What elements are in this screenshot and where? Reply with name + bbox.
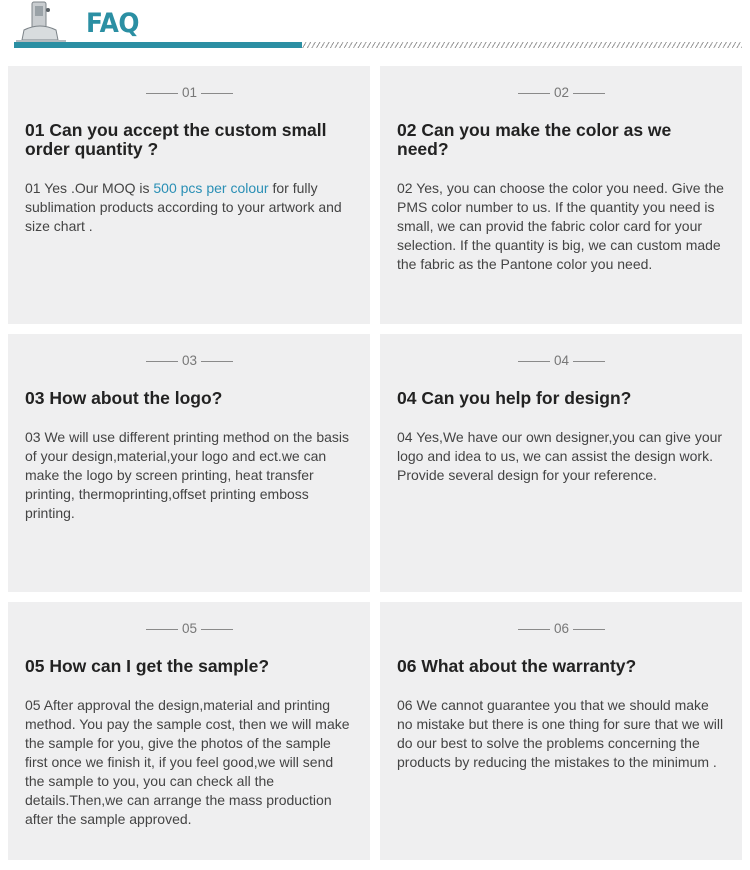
faq-number: 04 — [397, 353, 726, 369]
faq-number: 05 — [25, 621, 354, 637]
faq-number: 01 — [25, 85, 354, 101]
faq-card-04 — [380, 334, 742, 592]
header-accent-bar — [14, 42, 302, 48]
faq-answer: 06 We cannot guarantee you that we should make no mistake but there is one thing for sure that we will do our best to solve the problems concerning the products by reducing the mistakes to the minimum . — [397, 697, 724, 770]
faq-card-05 — [8, 602, 370, 860]
faq-number: 06 — [397, 621, 726, 637]
faq-answer: 02 Yes, you can choose the color you need. Give the PMS color number to us. If the quantity you need is small, we can provid the fabric color card for your selection. If the quantity is big, we can custom made the fabric as the Pantone color you need. — [397, 180, 724, 272]
header-hatch-divider — [302, 42, 742, 48]
faq-question: 06 What about the warranty? — [397, 656, 637, 676]
faq-question: 03 How about the logo? — [25, 388, 223, 408]
moq-highlight: 500 pcs per colour — [153, 180, 269, 196]
faq-question: 04 Can you help for design? — [397, 388, 632, 408]
faq-answer: 03 We will use different printing method on the basis of your design,material,your logo and ect.we can make the logo by screen printing, heat transfer printing, thermoprinting,offset printing emboss printing. — [25, 429, 350, 521]
page-title: FAQ — [86, 8, 140, 39]
faq-answer: 05 After approval the design,material and printing method. You pay the sample cost, then we will make the sample for you, give the photos of the sample first once we finish it, if you feel good,we will send the sample to you, you can check all the details.Then,we can arrange the mass production after the sample approved. — [25, 697, 350, 827]
faq-number: 03 — [25, 353, 354, 369]
faq-card-06 — [380, 602, 742, 860]
sewing-machine-icon — [12, 0, 70, 46]
faq-question: 02 Can you make the color as we need? — [397, 120, 672, 159]
faq-question: 01 Can you accept the custom small order quantity ? — [25, 120, 327, 159]
faq-question: 05 How can I get the sample? — [25, 656, 270, 676]
faq-answer: 04 Yes,We have our own designer,you can give your logo and idea to us, we can assist the design work. Provide several design for your reference. — [397, 429, 723, 483]
faq-answer: 01 Yes .Our MOQ is 500 pcs per colour for fully sublimation products according to your artwork and size chart . — [25, 180, 342, 234]
faq-grid — [8, 66, 742, 860]
faq-card-01 — [8, 66, 370, 324]
faq-number: 02 — [397, 85, 726, 101]
page-header — [0, 0, 750, 62]
faq-card-03 — [8, 334, 370, 592]
faq-card-02 — [380, 66, 742, 324]
